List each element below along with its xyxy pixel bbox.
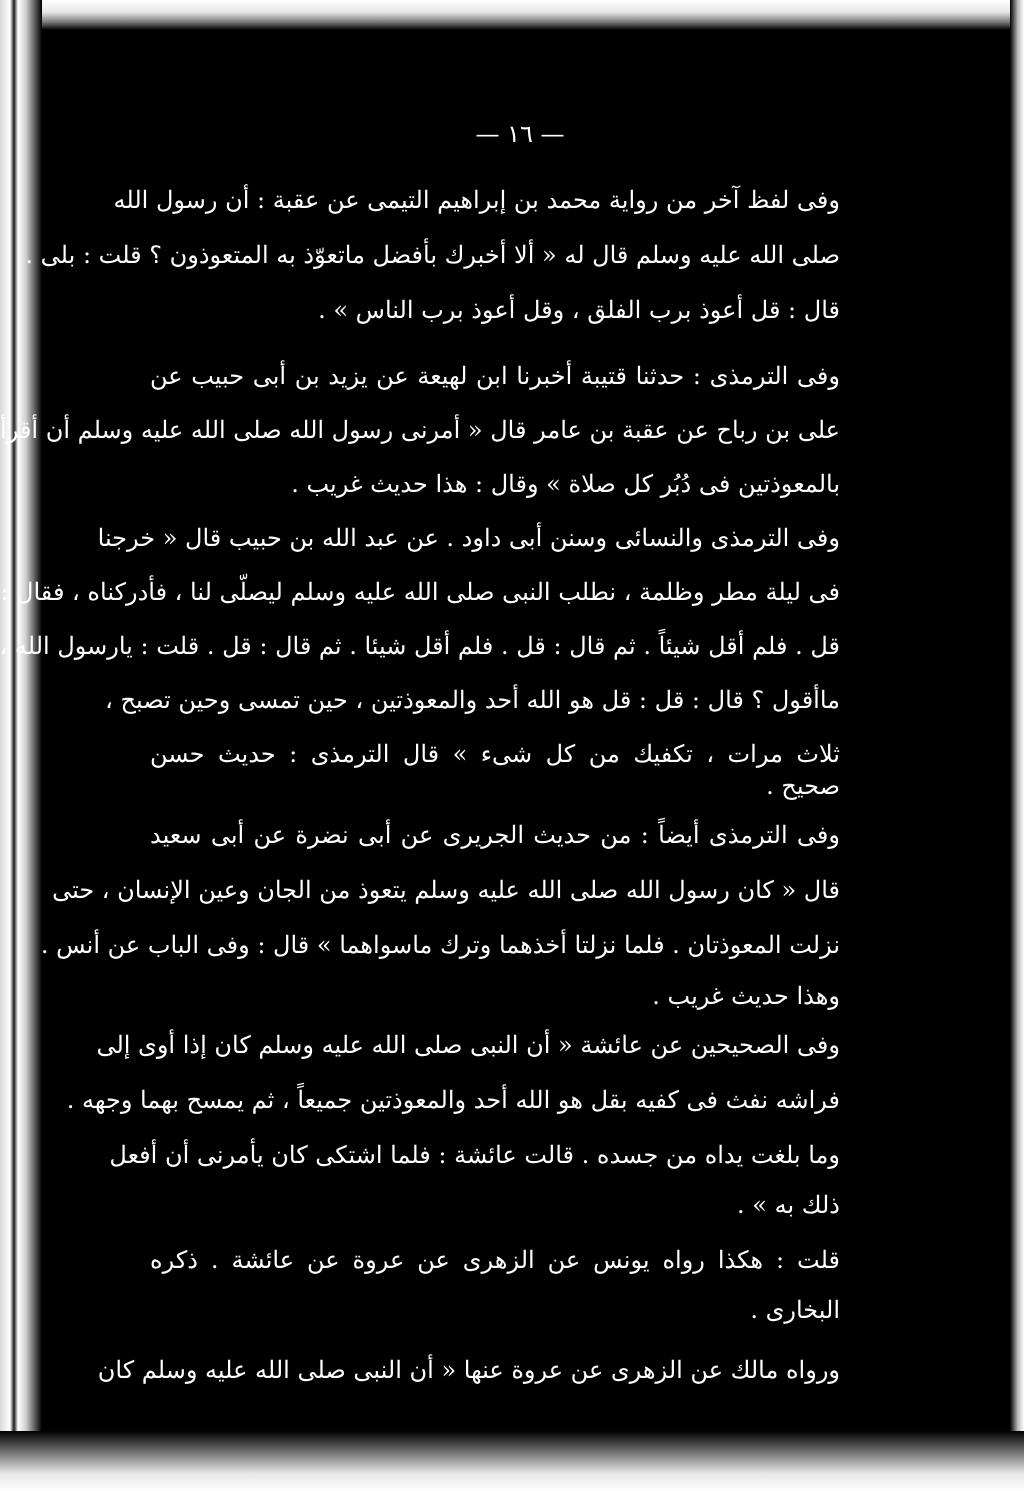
text-line: على بن رباح عن عقبة بن عامر قال « أمرنى رسول الله صلى الله عليه وسلم أن أقرأ — [0, 416, 840, 444]
text-line: نزلت المعوذتان . فلما نزلتا أخذهما وترك ماسواهما » قال : وفى الباب عن أنس . — [40, 931, 840, 959]
scan-border-bottom — [0, 1431, 1024, 1491]
text-line: قال : قل أعوذ برب الفلق ، وقل أعوذ برب الناس » . — [318, 296, 840, 324]
text-line: قل . فلم أقل شيئاً . ثم قال : قل . فلم أقل شيئا . ثم قال : قل . قلت : يارسول الله ، — [0, 632, 840, 660]
text-line: صلى الله عليه وسلم قال له « ألا أخبرك بأفضل ماتعوّذ به المتعوذون ؟ قلت : بلى . — [25, 241, 840, 269]
text-line: ماأقول ؟ قال : قل : قل هو الله أحد والمعوذتين ، حين تمسى وحين تصبح ، — [105, 686, 840, 714]
scan-border-right — [1010, 0, 1024, 1491]
text-line: ثلاث مرات ، تكفيك من كل شىء » قال الترمذى : حديث حسن — [150, 740, 840, 768]
text-line: صحيح . — [766, 772, 840, 800]
text-line: قال « كان رسول الله صلى الله عليه وسلم يتعوذ من الجان وعين الإنسان ، حتى — [52, 876, 840, 904]
text-line: ذلك به » . — [737, 1191, 840, 1219]
text-line: فى ليلة مطر وظلمة ، نطلب النبى صلى الله عليه وسلم ليصلّى لنا ، فأدركناه ، فقال : — [0, 578, 840, 606]
page-number: — ١٦ — — [475, 120, 565, 148]
text-line: وما بلغت يداه من جسده . قالت عائشة : فلما اشتكى كان يأمرنى أن أفعل — [109, 1141, 840, 1169]
text-line: فراشه نفث فى كفيه بقل هو الله أحد والمعوذتين جميعاً ، ثم يمسح بهما وجهه . — [66, 1086, 840, 1114]
scan-border-left — [0, 0, 42, 1491]
text-line: وفى الترمذى أيضاً : من حديث الجريرى عن أبى نضرة عن أبى سعيد — [150, 821, 840, 849]
text-line: بالمعوذتين فى دُبُر كل صلاة » وقال : هذا حديث غريب . — [291, 470, 840, 498]
text-line: البخارى . — [750, 1296, 840, 1324]
text-line: ورواه مالك عن الزهرى عن عروة عنها « أن النبى صلى الله عليه وسلم كان — [97, 1356, 840, 1384]
text-line: وفى الترمذى والنسائى وسنن أبى داود . عن عبد الله بن حبيب قال « خرجنا — [97, 524, 840, 552]
text-line: وفى الترمذى : حدثنا قتيبة أخبرنا ابن لهيعة عن يزيد بن أبى حبيب عن — [150, 362, 840, 390]
scan-border-top — [0, 0, 1024, 30]
text-line: وفى الصحيحين عن عائشة « أن النبى صلى الله عليه وسلم كان إذا أوى إلى — [96, 1031, 840, 1059]
text-line: وفى لفظ آخر من رواية محمد بن إبراهيم التيمى عن عقبة : أن رسول الله — [113, 186, 840, 214]
text-line: وهذا حديث غريب . — [652, 982, 840, 1010]
text-line: قلت : هكذا رواه يونس عن الزهرى عن عروة عن عائشة . ذكره — [150, 1246, 840, 1274]
